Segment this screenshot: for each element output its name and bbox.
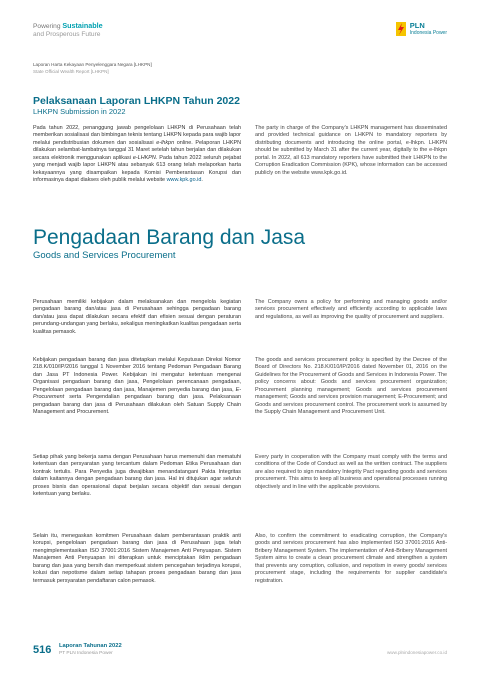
procurement-left-p1: Perusahaan memiliki kebijakan dalam melaksanakan dan mengelola kegiatan pengadaan barang dan/atau jasa di Perusahaan sehingga pengadaan barang dan/atau jasa dapat dilakukan secara efektif dan efisien sesuai dengan peraturan perundang-undangan yang berlaku, sekaligus meningkatkan kualitas pengadaan serta kualitas pemasok.	[33, 299, 241, 335]
lhkpn-left-paragraph	[33, 125, 241, 185]
text-italic: e-LHKPN	[132, 154, 156, 161]
footer-subtitle: PT PLN Indonesia Power	[59, 651, 113, 656]
logo-sub: Indonesia Power	[409, 30, 447, 36]
lhkpn-right-paragraph: The party in charge of the Company's LHKPN management has disseminated and provided technical guidance on LHKPN to mandatory reporters by distributing documents and introducing the online portal, e-lhkpn. LHKPN should be submitted by March 31 after the current year, digitally to the e-lhkpn portal. In 2022, all 613 mandatory reporters have submitted their LHKPN to the Corruption Eradication Commission (KPK), whose information can be accessed publicly on the website www.kpk.go.id.	[255, 125, 447, 176]
text-span: Kebijakan pengadaan barang dan jasa ditetapkan melalui Keputusan Direksi Nomor 218.K/010/IP/2016 tanggal 1 November 2016 tentang Pedoman Pengadaan Barang dan Jasa PT Indonesia Power. Kebijakan ini mengatur ketentuan mengenai Organisasi pengadaan barang dan jasa, Pengelolaan perencanaan pengadaan, Pengelolaan pengadaan barang dan jasa, Manajemen penyedia barang dan jasa,	[33, 357, 241, 393]
text-italic: e-lhkpn	[156, 139, 175, 146]
lhkpn-heading-id: Pelaksanaan Laporan LHKPN Tahun 2022	[33, 95, 240, 107]
section-label	[33, 62, 152, 75]
logo-name: PLN	[409, 21, 425, 30]
text-span: Pada tahun 2022, penanggung jawab pengelolaan LHKPN di Perusahaan telah memberikan sosialisasi dan bimbingan teknis tentang LHKPN kepada para wajib lapor melalui pendistribusian dokumen dan sosialisasi	[33, 125, 241, 146]
procurement-left-p4: Selain itu, menegaskan komitmen Perusahaan dalam pemberantasan praktik anti korupsi, pengelolaan pengadaan barang dan jasa di Perusahaan juga telah mengimplementasikan ISO 37001:2016 Sistem Manajemen Anti Penyuapan. Sistem Manajemen Anti Penyuapan ini diterapkan untuk menciptakan iklim pengadaan barang dan jasa yang bersih dan memperkuat sistem pencegahan terjadinya korupsi, kolusi dan nepotisme dalam setiap tahapan proses pengadaan barang dan jasa termasuk persyaratan pendaftaran calon pemasok.	[33, 533, 241, 584]
text-span: . Pada tahun 2022 seluruh pejabat yang menjadi wajib lapor LHKPN atau sebanyak 613 orang telah melaporkan harta kekayaannya yang disampaikan kepada Komisi Pemberantasan Korupsi dan informasinya dapat diakses oleh publik melalui website	[33, 154, 241, 184]
text-span: .	[201, 177, 203, 184]
page-number: 516	[33, 644, 52, 656]
procurement-right-p1: The Company owns a policy for performing and managing goods and/or services procurement effectively and efficiently according to applicable laws and regulations, as well as improving the quality of procurement and suppliers.	[255, 299, 447, 320]
section-label-en: State Official Wealth Report [LHKPN]	[33, 68, 109, 74]
tagline-highlight: Sustainable	[62, 21, 103, 30]
tagline	[33, 22, 447, 39]
page-header	[33, 22, 447, 46]
procurement-heading-en: Goods and Services Procurement	[33, 250, 176, 261]
tagline-line2: and Prosperous Future	[33, 31, 101, 38]
footer-title: Laporan Tahunan 2022	[59, 643, 122, 649]
procurement-heading	[33, 226, 305, 262]
text-span: online. Pelaporan LHKPN dilakukan selambat-lambatnya tanggal 31 Maret setelah tahun berjalan dan dilakukan secara elektronik menggunakan aplikasi	[33, 139, 241, 161]
procurement-left-p3: Setiap pihak yang bekerja sama dengan Perusahaan harus memenuhi dan mematuhi ketentuan dan persyaratan yang tercantum dalam Pedoman Etika Perusahaan dan kontrak tertulis. Para Penyedia juga diwajibkan menandatangani Pakta Integritas dalam kaitannya dengan pengadaan barang dan jasa. Hal ini ditujukan agar seluruh proses bisnis dan operasional dapat berjalan secara objektif dan sesuai dengan ketentuan yang berlaku.	[33, 454, 241, 498]
text-span: serta Pengendalian pengadaan barang dan jasa. Pelaksanaan pengadaan barang dan jasa di Perusahaan dilakukan oleh Satuan Supply Chain Management and Procurement.	[33, 394, 241, 416]
section-label-id: Laporan Harta Kekayaan Penyelenggara Negara [LHKPN]	[33, 62, 152, 67]
footer-url[interactable]: www.plnindonesiapower.co.id	[386, 650, 447, 655]
procurement-right-p4: Also, to confirm the commitment to eradicating corruption, the Company's goods and services procurement has also implemented ISO 37001:2016 Anti-Bribery Management System. The implementation of Anti-Bribery Management System aims to create a clean procurement climate and strengthen a system that prevents any corruption, collusion, and nepotism in every goods/ services procurement stage, including the requirements for supplier candidate's registration.	[255, 533, 447, 584]
tagline-prefix: Powering	[33, 23, 63, 30]
page-footer	[33, 642, 447, 662]
kpk-website-link[interactable]: www.kpk.go.id	[166, 177, 202, 184]
lhkpn-heading	[33, 95, 240, 117]
footer-title-block	[59, 643, 122, 657]
procurement-right-p3: Every party in cooperation with the Company must comply with the terms and conditions of the Code of Conduct as well as the written contract. The suppliers are also required to sign mandatory Integrity Pact regarding goods and services procurement. This aims to keep all business and operational processes running objectively and in line with the applicable provisions.	[255, 454, 447, 490]
text-italic: E-Procurement	[33, 386, 241, 401]
lhkpn-heading-en: LHKPN Submission in 2022	[33, 107, 126, 116]
procurement-left-p2	[33, 357, 241, 417]
procurement-heading-id: Pengadaan Barang dan Jasa	[33, 226, 306, 249]
company-logo	[396, 22, 447, 36]
procurement-right-p2: The goods and services procurement policy is specified by the Decree of the Board of Directors No. 218.K/010/IP/2016 dated November 01, 2016 on the Guidelines for the Procurement of Goods and Services in Indonesia Power. The policy concerns about: Goods and services procurement organization; Procurement planning management; Goods and services procurement management; Goods and services provision management; E-Procurement; and Goods and services procurement control. The procurement work is assumed by the Supply Chain Management and Procurement Unit.	[255, 357, 447, 416]
lightning-logo-icon	[396, 22, 406, 36]
